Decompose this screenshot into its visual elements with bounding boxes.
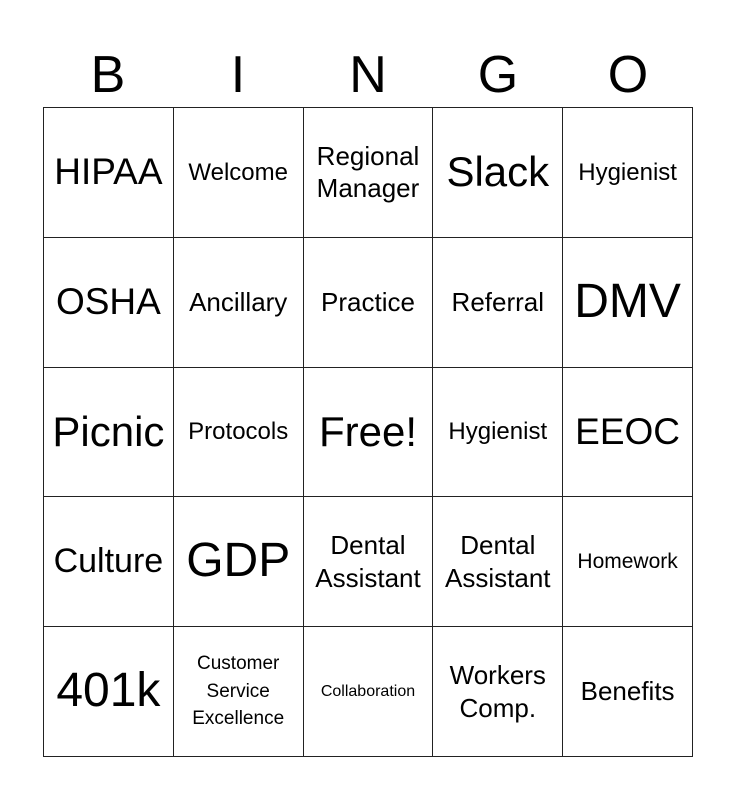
bingo-cell[interactable] <box>563 108 693 238</box>
cell-label: Dental Assistant <box>315 530 421 593</box>
bingo-cell[interactable] <box>433 238 563 368</box>
bingo-cell[interactable] <box>433 497 563 627</box>
cell-label: DMV <box>574 274 681 328</box>
cell-label: Slack <box>446 148 550 196</box>
bingo-cell[interactable] <box>563 238 693 368</box>
cell-label: Picnic <box>52 407 165 455</box>
cell-label: EEOC <box>575 410 681 452</box>
bingo-header <box>43 44 693 106</box>
bingo-cell[interactable] <box>563 627 693 757</box>
header-letter-n: N <box>349 46 387 104</box>
free-space-label: Free! <box>318 407 417 455</box>
bingo-cell[interactable] <box>304 497 434 627</box>
cell-label: Ancillary <box>189 286 288 317</box>
cell-label: Workers Comp. <box>449 660 546 723</box>
cell-label: Hygienist <box>578 158 677 186</box>
bingo-cell[interactable] <box>304 108 434 238</box>
bingo-cell[interactable] <box>304 627 434 757</box>
bingo-cell[interactable] <box>304 238 434 368</box>
bingo-board <box>43 107 693 757</box>
bingo-cell[interactable] <box>563 368 693 498</box>
cell-label: OSHA <box>55 280 161 322</box>
cell-label: Referral <box>451 286 545 317</box>
header-letter-g: G <box>477 46 519 104</box>
free-space-cell[interactable] <box>304 368 434 498</box>
header-letter-b: B <box>90 46 126 104</box>
cell-label: 401k <box>56 664 161 718</box>
cell-label: Welcome <box>188 158 288 186</box>
header-letter-i: I <box>230 46 246 104</box>
bingo-cell[interactable] <box>174 368 304 498</box>
bingo-cell[interactable] <box>433 108 563 238</box>
cell-label: Protocols <box>188 418 289 446</box>
bingo-cell[interactable] <box>174 238 304 368</box>
cell-label: Benefits <box>580 676 675 707</box>
cell-label: GDP <box>186 534 291 588</box>
bingo-cell[interactable] <box>44 497 174 627</box>
bingo-cell[interactable] <box>174 108 304 238</box>
bingo-cell[interactable] <box>433 627 563 757</box>
bingo-cell[interactable] <box>174 497 304 627</box>
cell-label: Dental Assistant <box>445 530 551 593</box>
cell-label: HIPAA <box>54 151 163 193</box>
cell-label: Collaboration <box>320 683 416 700</box>
cell-label: Homework <box>577 550 678 574</box>
cell-label: Customer Service Excellence <box>192 653 285 730</box>
cell-label: Regional Manager <box>316 140 420 204</box>
cell-label: Hygienist <box>448 418 548 446</box>
bingo-cell[interactable] <box>44 238 174 368</box>
bingo-cell[interactable] <box>44 368 174 498</box>
header-letter-o: O <box>607 46 649 104</box>
cell-label: Practice <box>321 286 415 317</box>
cell-label: Culture <box>53 542 164 581</box>
bingo-cell[interactable] <box>174 627 304 757</box>
bingo-cell[interactable] <box>433 368 563 498</box>
bingo-cell[interactable] <box>44 108 174 238</box>
bingo-cell[interactable] <box>44 627 174 757</box>
bingo-cell[interactable] <box>563 497 693 627</box>
